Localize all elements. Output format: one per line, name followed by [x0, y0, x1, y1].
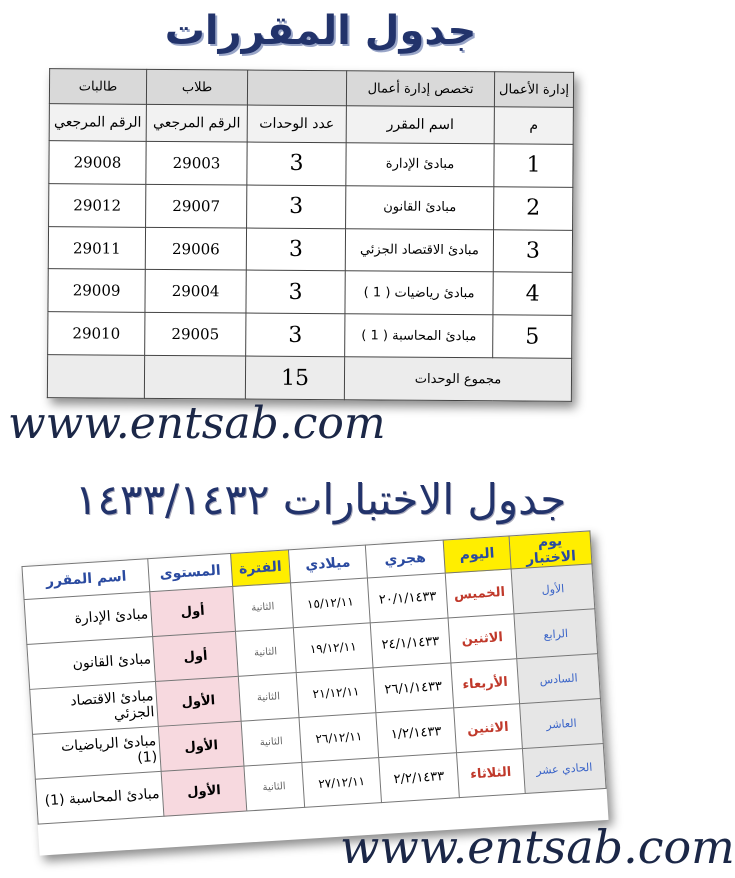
blank-cell: [144, 355, 245, 399]
exam-order: الحادي عشر: [522, 744, 606, 794]
row-num: 5: [493, 315, 572, 358]
page-title: جدول المقررات: [164, 8, 477, 54]
total-label: مجموع الوحدات: [344, 357, 571, 401]
exam-period: الثانية: [238, 673, 299, 722]
ref-male: 29006: [145, 227, 246, 271]
exam-day: الاثنين: [448, 614, 517, 663]
col-exam-header: يوم الاختبار: [509, 531, 592, 569]
ref-male: 29004: [145, 270, 246, 314]
ref-female: 29010: [48, 312, 145, 356]
exam-course: مبادئ الإدارة: [24, 592, 153, 645]
table-row: [48, 269, 572, 315]
exam-miladi: ١٩/١٢/١١: [293, 623, 373, 673]
exams-table-card: [21, 530, 608, 855]
exam-course: مبادئ الاقتصاد الجزئي: [30, 681, 159, 734]
major-label: تخصص إدارة أعمال: [346, 71, 494, 107]
ref-female: 29009: [48, 269, 145, 313]
exams-table: [21, 530, 606, 824]
col-miladi-header: ميلادي: [288, 545, 367, 583]
ref-female: 29011: [48, 226, 145, 270]
courses-table-card: [47, 68, 574, 402]
exam-hijri: ١/٢/١٤٣٣: [376, 708, 456, 758]
row-num: 1: [494, 144, 573, 187]
ref-male: 29007: [146, 184, 247, 228]
col-level-header: المستوى: [148, 554, 232, 592]
exam-level: الأول: [162, 766, 247, 816]
exam-miladi: ٢٦/١٢/١١: [299, 713, 379, 763]
col-ref-m-header: الرقم المرجعي: [146, 104, 247, 142]
col-period-header: الفترة: [230, 550, 290, 587]
exam-period: الثانية: [241, 718, 302, 767]
row-num: 4: [493, 272, 572, 315]
col-day-header: اليوم: [443, 536, 511, 573]
course-units: 3: [246, 228, 345, 272]
col-num-header: م: [494, 107, 573, 145]
col-name-header: اسم المقرر: [346, 106, 494, 144]
exam-level: الأول: [156, 676, 241, 726]
exam-period: الثانية: [235, 628, 296, 677]
exam-order: الرابع: [514, 609, 598, 659]
exam-hijri: ٢/٢/١٤٣٣: [379, 753, 459, 803]
exam-day: الاثنين: [453, 704, 522, 753]
exam-course: مبادئ الرياضيات (1): [33, 726, 162, 779]
exam-period: الثانية: [244, 762, 305, 811]
course-name: مبادئ المحاسبة ( 1 ): [345, 314, 493, 358]
ref-male: 29005: [145, 313, 246, 357]
total-value: 15: [245, 356, 344, 400]
course-units: 3: [247, 142, 346, 186]
exam-level: أول: [150, 586, 235, 636]
table-header-row: [49, 104, 573, 145]
major-cut-label: إدارة الأعمال: [494, 72, 573, 108]
exam-day: الثلاثاء: [456, 749, 525, 798]
exam-course: مبادئ القانون: [27, 637, 156, 690]
table-row: [48, 312, 572, 358]
col-units-header: عدد الوحدات: [247, 105, 346, 143]
blank-cell: [247, 70, 346, 106]
table-row: [48, 226, 572, 272]
exam-order: العاشر: [520, 699, 604, 749]
col-hijri-header: هجري: [365, 540, 445, 578]
exam-level: الأول: [159, 721, 244, 771]
exam-period: الثانية: [232, 583, 293, 632]
course-units: 3: [246, 271, 345, 315]
exam-order: الأول: [511, 564, 595, 614]
exam-hijri: ٢٠/١/١٤٣٣: [367, 573, 447, 623]
exam-order: السادس: [517, 654, 601, 704]
exam-level: أول: [153, 631, 238, 681]
exam-day: الأربعاء: [451, 659, 520, 708]
watermark-top: www.entsab.com: [8, 398, 386, 449]
watermark-bottom: www.entsab.com: [340, 820, 735, 874]
students-male-label: طلاب: [146, 69, 247, 105]
table-row: [49, 184, 573, 230]
courses-table: [47, 68, 574, 402]
ref-female: 29012: [49, 184, 146, 228]
row-num: 2: [494, 187, 573, 230]
row-num: 3: [493, 229, 572, 272]
course-name: مبادئ القانون: [346, 186, 494, 230]
exams-title: جدول الاختبارات ١٤٣٣/١٤٣٢: [74, 475, 567, 524]
exam-course: مبادئ المحاسبة (1): [35, 771, 164, 824]
table-top-header: [49, 69, 573, 108]
blank-cell: [47, 355, 144, 399]
table-row: [49, 141, 573, 187]
course-name: مبادئ الاقتصاد الجزئي: [345, 228, 493, 272]
course-name: مبادئ الإدارة: [346, 143, 494, 187]
col-ref-f-header: الرقم المرجعي: [49, 104, 146, 142]
total-row: [47, 355, 571, 402]
col-course-header: اسم المقرر: [22, 559, 150, 600]
course-name: مبادئ رياضيات ( 1 ): [345, 271, 493, 315]
exam-miladi: ٢٧/١٢/١١: [302, 758, 382, 808]
exam-hijri: ٢٤/١/١٤٣٣: [370, 618, 450, 668]
exam-day: الخميس: [445, 569, 514, 618]
exam-miladi: ٢١/١٢/١١: [296, 668, 376, 718]
exam-hijri: ٢٦/١/١٤٣٣: [373, 663, 453, 713]
ref-male: 29003: [146, 141, 247, 185]
exam-miladi: ١٥/١٢/١١: [290, 578, 370, 628]
course-units: 3: [246, 313, 345, 357]
ref-female: 29008: [49, 141, 146, 185]
students-female-label: طالبات: [49, 69, 146, 105]
course-units: 3: [247, 185, 346, 229]
